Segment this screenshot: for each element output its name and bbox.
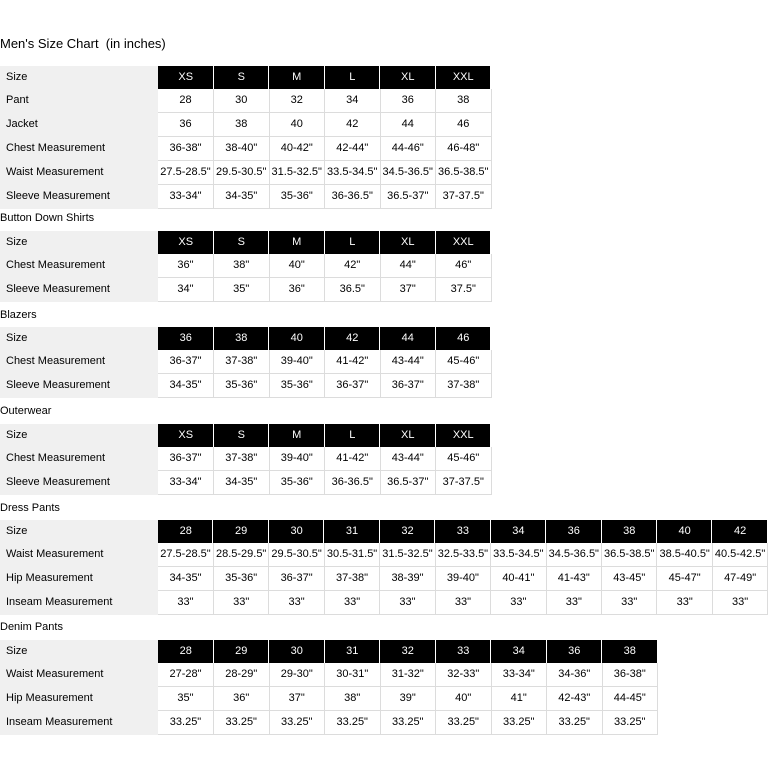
measurement-cell: 33.5-34.5" <box>491 543 546 567</box>
measurement-cell: 33" <box>269 591 324 615</box>
measurement-cell: 44-45" <box>602 687 658 711</box>
row-label: Waist Measurement <box>0 161 158 185</box>
size-header-cell: 44 <box>380 327 436 350</box>
blazers-size-table <box>0 327 492 398</box>
measurement-cell: 42 <box>325 113 381 137</box>
size-header-cell: 31 <box>325 640 381 663</box>
size-header-row <box>0 520 768 543</box>
measurement-cell: 36-37" <box>380 374 436 398</box>
measurement-cell: 35" <box>158 687 214 711</box>
row-label: Waist Measurement <box>0 543 158 567</box>
page-title: Men's Size Chart (in inches) <box>0 36 166 51</box>
measurement-cell: 39-40" <box>435 567 490 591</box>
measurement-cell: 33.25" <box>214 711 270 735</box>
size-header-cell: 31 <box>324 520 379 543</box>
table-row <box>0 711 658 735</box>
measurement-cell: 45-46" <box>436 350 492 374</box>
size-header-cell: XXL <box>436 424 492 447</box>
size-header-cell: 46 <box>436 327 492 350</box>
row-label: Inseam Measurement <box>0 591 158 615</box>
row-label: Sleeve Measurement <box>0 278 158 302</box>
measurement-cell: 35-36" <box>214 374 270 398</box>
measurement-cell: 35" <box>214 278 270 302</box>
size-header-cell: 30 <box>269 520 324 543</box>
size-header-row <box>0 424 491 447</box>
measurement-cell: 33.25" <box>491 711 547 735</box>
measurement-cell: 38" <box>325 687 381 711</box>
button-down-size-table <box>0 231 492 302</box>
size-header-cell: M <box>269 231 325 254</box>
size-header-cell: S <box>214 66 270 89</box>
size-header-cell: S <box>214 424 270 447</box>
measurement-cell: 33.25" <box>325 711 381 735</box>
measurement-cell: 31.5-32.5" <box>380 543 435 567</box>
size-header-cell: 29 <box>214 640 270 663</box>
row-label: Chest Measurement <box>0 137 158 161</box>
measurement-cell: 43-44" <box>380 350 436 374</box>
size-header-cell: M <box>269 424 325 447</box>
measurement-cell: 34 <box>325 89 381 113</box>
measurement-cell: 36 <box>158 113 214 137</box>
table-row <box>0 185 491 209</box>
measurement-cell: 33.25" <box>602 711 658 735</box>
measurement-cell: 33.25" <box>380 711 436 735</box>
measurement-cell: 36-36.5" <box>325 471 381 495</box>
measurement-cell: 34-35" <box>158 374 214 398</box>
measurement-cell: 31-32" <box>380 663 436 687</box>
measurement-cell: 33-34" <box>158 471 214 495</box>
size-header-cell: 36 <box>158 327 214 350</box>
measurement-cell: 36-38" <box>602 663 658 687</box>
measurement-cell: 34.5-36.5" <box>380 161 436 185</box>
measurement-cell: 32.5-33.5" <box>435 543 490 567</box>
measurement-cell: 36-37" <box>158 447 214 471</box>
measurement-cell: 33" <box>602 591 657 615</box>
section-title-blazers: Blazers <box>0 309 37 321</box>
table-row <box>0 663 658 687</box>
measurement-cell: 38 <box>436 89 492 113</box>
measurement-cell: 46" <box>436 254 492 278</box>
table-row <box>0 278 491 302</box>
size-header-cell: S <box>214 231 270 254</box>
main-size-table <box>0 66 492 209</box>
row-label: Hip Measurement <box>0 687 158 711</box>
measurement-cell: 41-43" <box>546 567 601 591</box>
table-row <box>0 254 491 278</box>
row-label: Chest Measurement <box>0 254 158 278</box>
measurement-cell: 27-28" <box>158 663 214 687</box>
size-header-cell: L <box>325 231 381 254</box>
measurement-cell: 40" <box>436 687 492 711</box>
measurement-cell: 34-35" <box>214 185 270 209</box>
table-row <box>0 471 491 495</box>
row-label: Sleeve Measurement <box>0 185 158 209</box>
size-header-cell: 28 <box>158 520 213 543</box>
measurement-cell: 37.5" <box>436 278 492 302</box>
row-label: Hip Measurement <box>0 567 158 591</box>
size-header-cell: M <box>269 66 325 89</box>
measurement-cell: 36" <box>214 687 270 711</box>
size-header-cell: 34 <box>491 520 546 543</box>
row-label: Pant <box>0 89 158 113</box>
measurement-cell: 46-48" <box>436 137 492 161</box>
measurement-cell: 46 <box>436 113 492 137</box>
size-header-cell: 30 <box>269 640 325 663</box>
size-header-row <box>0 640 658 663</box>
measurement-cell: 36.5" <box>325 278 381 302</box>
size-header-cell: XL <box>380 424 436 447</box>
measurement-cell: 44" <box>380 254 436 278</box>
size-header-cell: 29 <box>213 520 268 543</box>
row-label: Chest Measurement <box>0 447 158 471</box>
size-header-cell: XL <box>380 66 436 89</box>
measurement-cell: 38" <box>214 254 270 278</box>
measurement-cell: 34" <box>158 278 214 302</box>
measurement-cell: 29.5-30.5" <box>214 161 270 185</box>
row-label: Size <box>0 66 158 89</box>
dress-pants-size-table <box>0 520 768 615</box>
measurement-cell: 27.5-28.5" <box>158 543 213 567</box>
measurement-cell: 33-34" <box>158 185 214 209</box>
denim-pants-size-table <box>0 640 658 735</box>
measurement-cell: 37-38" <box>324 567 379 591</box>
measurement-cell: 27.5-28.5" <box>158 161 214 185</box>
measurement-cell: 45-47" <box>657 567 712 591</box>
measurement-cell: 42" <box>325 254 381 278</box>
size-header-cell: 42 <box>325 327 381 350</box>
measurement-cell: 36.5-38.5" <box>602 543 657 567</box>
measurement-cell: 33" <box>158 591 213 615</box>
measurement-cell: 42-44" <box>325 137 381 161</box>
table-row <box>0 543 768 567</box>
measurement-cell: 39-40" <box>269 447 325 471</box>
row-label: Inseam Measurement <box>0 711 158 735</box>
measurement-cell: 29.5-30.5" <box>269 543 324 567</box>
size-header-cell: 38 <box>602 520 657 543</box>
measurement-cell: 39-40" <box>269 350 325 374</box>
measurement-cell: 44-46" <box>380 137 436 161</box>
size-header-cell: 36 <box>547 640 603 663</box>
row-label: Size <box>0 520 158 543</box>
table-row <box>0 687 658 711</box>
measurement-cell: 35-36" <box>213 567 268 591</box>
measurement-cell: 39" <box>380 687 436 711</box>
measurement-cell: 36 <box>380 89 436 113</box>
measurement-cell: 33" <box>491 591 546 615</box>
measurement-cell: 47-49" <box>712 567 767 591</box>
size-header-cell: 28 <box>158 640 214 663</box>
measurement-cell: 40 <box>269 113 325 137</box>
size-header-cell: XXL <box>436 231 492 254</box>
measurement-cell: 40.5-42.5" <box>712 543 767 567</box>
measurement-cell: 38.5-40.5" <box>657 543 712 567</box>
measurement-cell: 33" <box>213 591 268 615</box>
measurement-cell: 33.25" <box>436 711 492 735</box>
row-label: Chest Measurement <box>0 350 158 374</box>
measurement-cell: 35-36" <box>269 374 325 398</box>
measurement-cell: 40-42" <box>269 137 325 161</box>
table-row <box>0 374 491 398</box>
measurement-cell: 36" <box>158 254 214 278</box>
size-header-cell: XS <box>158 66 214 89</box>
table-row <box>0 567 768 591</box>
measurement-cell: 33.5-34.5" <box>325 161 381 185</box>
measurement-cell: 36-37" <box>269 567 324 591</box>
measurement-cell: 28 <box>158 89 214 113</box>
measurement-cell: 32-33" <box>436 663 492 687</box>
row-label: Size <box>0 424 158 447</box>
size-header-cell: 33 <box>436 640 492 663</box>
measurement-cell: 37" <box>269 687 325 711</box>
measurement-cell: 36.5-38.5" <box>436 161 492 185</box>
measurement-cell: 34-35" <box>158 567 213 591</box>
measurement-cell: 43-44" <box>380 447 436 471</box>
measurement-cell: 44 <box>380 113 436 137</box>
size-header-cell: 36 <box>546 520 601 543</box>
table-row <box>0 161 491 185</box>
measurement-cell: 38-39" <box>380 567 435 591</box>
size-header-row <box>0 66 491 89</box>
measurement-cell: 42-43" <box>547 687 603 711</box>
measurement-cell: 35-36" <box>269 471 325 495</box>
measurement-cell: 33-34" <box>491 663 547 687</box>
size-header-cell: XS <box>158 424 214 447</box>
measurement-cell: 33.25" <box>547 711 603 735</box>
measurement-cell: 34-35" <box>214 471 270 495</box>
measurement-cell: 36-38" <box>158 137 214 161</box>
measurement-cell: 37-37.5" <box>436 185 492 209</box>
measurement-cell: 36-36.5" <box>325 185 381 209</box>
size-header-cell: 33 <box>435 520 490 543</box>
size-header-cell: XS <box>158 231 214 254</box>
table-row <box>0 137 491 161</box>
measurement-cell: 37-38" <box>436 374 492 398</box>
size-header-cell: 32 <box>380 640 436 663</box>
row-label: Size <box>0 231 158 254</box>
size-header-row <box>0 231 491 254</box>
measurement-cell: 33" <box>657 591 712 615</box>
size-header-cell: L <box>325 424 381 447</box>
measurement-cell: 33.25" <box>158 711 214 735</box>
measurement-cell: 30-31" <box>325 663 381 687</box>
measurement-cell: 33" <box>546 591 601 615</box>
measurement-cell: 38 <box>214 113 270 137</box>
size-header-cell: XXL <box>436 66 492 89</box>
table-row <box>0 350 491 374</box>
size-header-cell: XL <box>380 231 436 254</box>
row-label: Sleeve Measurement <box>0 471 158 495</box>
measurement-cell: 36-37" <box>158 350 214 374</box>
measurement-cell: 33" <box>712 591 767 615</box>
size-header-cell: 38 <box>602 640 658 663</box>
size-header-cell: 32 <box>380 520 435 543</box>
section-title-outerwear: Outerwear <box>0 405 52 417</box>
measurement-cell: 32 <box>269 89 325 113</box>
row-label: Sleeve Measurement <box>0 374 158 398</box>
measurement-cell: 37-38" <box>214 350 270 374</box>
measurement-cell: 33" <box>435 591 490 615</box>
table-row <box>0 113 491 137</box>
measurement-cell: 33.25" <box>269 711 325 735</box>
measurement-cell: 37-37.5" <box>436 471 492 495</box>
measurement-cell: 36.5-37" <box>380 471 436 495</box>
measurement-cell: 41-42" <box>325 350 381 374</box>
measurement-cell: 33" <box>324 591 379 615</box>
measurement-cell: 36.5-37" <box>380 185 436 209</box>
size-header-cell: L <box>325 66 381 89</box>
row-label: Size <box>0 327 158 350</box>
table-row <box>0 89 491 113</box>
section-title-dress-pants: Dress Pants <box>0 502 60 514</box>
measurement-cell: 40-41" <box>491 567 546 591</box>
measurement-cell: 41" <box>491 687 547 711</box>
measurement-cell: 34.5-36.5" <box>546 543 601 567</box>
size-header-cell: 40 <box>269 327 325 350</box>
measurement-cell: 28-29" <box>214 663 270 687</box>
measurement-cell: 35-36" <box>269 185 325 209</box>
measurement-cell: 34-36" <box>547 663 603 687</box>
measurement-cell: 37-38" <box>214 447 270 471</box>
size-header-row <box>0 327 491 350</box>
measurement-cell: 41-42" <box>325 447 381 471</box>
size-header-cell: 42 <box>712 520 767 543</box>
measurement-cell: 40" <box>269 254 325 278</box>
measurement-cell: 33" <box>380 591 435 615</box>
measurement-cell: 30.5-31.5" <box>324 543 379 567</box>
measurement-cell: 37" <box>380 278 436 302</box>
section-title-button-down: Button Down Shirts <box>0 212 95 224</box>
size-header-cell: 38 <box>214 327 270 350</box>
row-label: Size <box>0 640 158 663</box>
measurement-cell: 30 <box>214 89 270 113</box>
row-label: Jacket <box>0 113 158 137</box>
measurement-cell: 38-40" <box>214 137 270 161</box>
size-header-cell: 34 <box>491 640 547 663</box>
row-label: Waist Measurement <box>0 663 158 687</box>
outerwear-size-table <box>0 424 492 495</box>
measurement-cell: 36" <box>269 278 325 302</box>
table-row <box>0 447 491 471</box>
section-title-denim-pants: Denim Pants <box>0 621 63 633</box>
measurement-cell: 29-30" <box>269 663 325 687</box>
table-row <box>0 591 768 615</box>
measurement-cell: 28.5-29.5" <box>213 543 268 567</box>
measurement-cell: 43-45" <box>602 567 657 591</box>
measurement-cell: 36-37" <box>325 374 381 398</box>
size-header-cell: 40 <box>657 520 712 543</box>
measurement-cell: 45-46" <box>436 447 492 471</box>
measurement-cell: 31.5-32.5" <box>269 161 325 185</box>
